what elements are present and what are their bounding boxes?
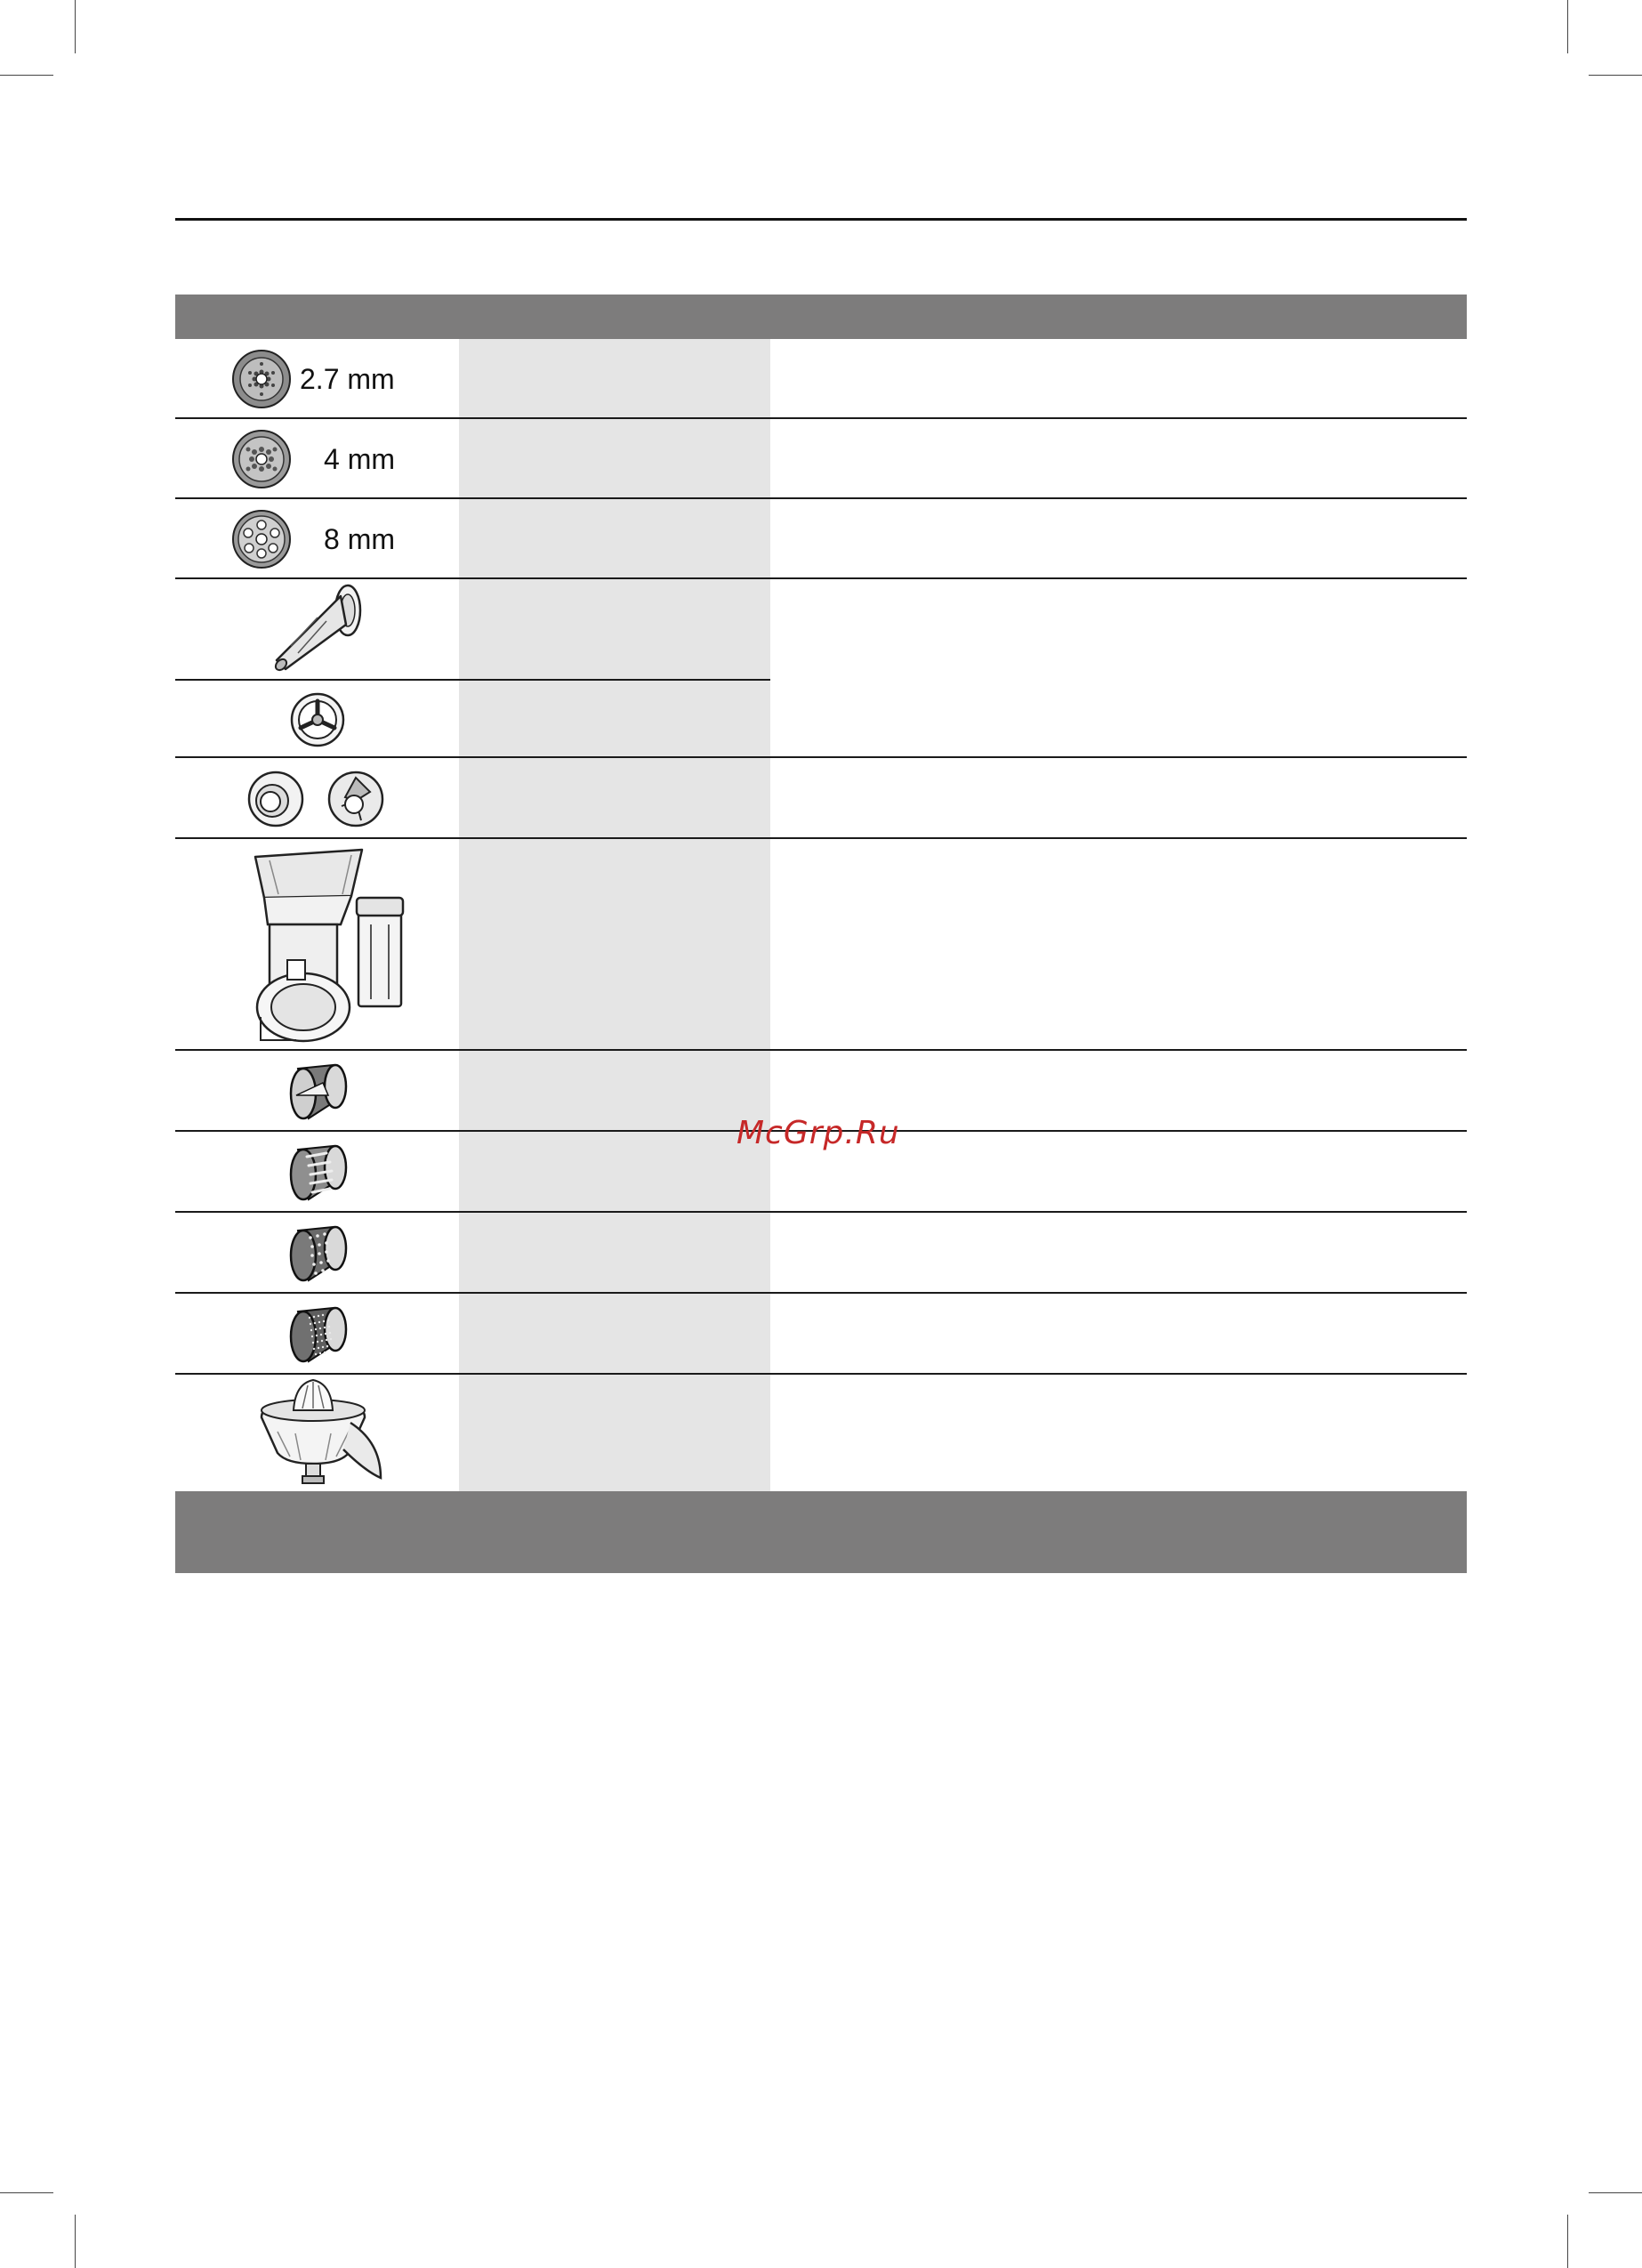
accessories-table <box>175 295 1467 1573</box>
top-rule <box>175 218 1467 221</box>
table-row <box>175 1294 1467 1375</box>
mid-cell <box>459 758 770 839</box>
medium-disc-icon <box>230 428 293 490</box>
image-cell <box>175 499 459 579</box>
disc-size-label: 8 mm <box>324 523 395 555</box>
description-cell <box>770 1294 1467 1375</box>
fine-grating-drum-icon <box>282 1303 353 1367</box>
image-cell <box>175 1294 459 1375</box>
image-cell <box>175 758 459 839</box>
crop-mark <box>0 2192 53 2193</box>
watermark-text: McGrp.Ru <box>736 1115 900 1151</box>
crop-mark <box>1567 0 1568 53</box>
sausage-nozzle-icon <box>264 584 371 676</box>
spacer-ring-icon <box>288 690 347 749</box>
description-cell <box>770 839 1467 1051</box>
crop-mark <box>0 75 53 76</box>
description-cell <box>770 1213 1467 1294</box>
description-cell <box>770 758 1467 839</box>
description-cell <box>770 339 1467 419</box>
mid-cell <box>459 1213 770 1294</box>
mid-cell <box>459 1051 770 1132</box>
medium-grating-drum-icon <box>282 1222 353 1286</box>
mid-cell <box>459 1375 770 1491</box>
mid-cell <box>459 579 770 681</box>
image-cell <box>175 1051 459 1132</box>
image-cell <box>175 681 459 758</box>
image-cell <box>175 1132 459 1213</box>
mid-cell <box>459 419 770 499</box>
description-cell <box>770 579 1467 758</box>
table-row-group <box>175 579 1467 758</box>
citrus-press-icon <box>251 1378 384 1489</box>
image-cell <box>175 1375 459 1491</box>
slicing-drum-icon <box>282 1060 353 1124</box>
image-cell <box>175 339 459 419</box>
table-row <box>175 339 1467 419</box>
fine-disc-icon <box>230 348 293 410</box>
image-cell <box>175 839 459 1051</box>
mid-cell <box>459 1294 770 1375</box>
table-row <box>175 499 1467 579</box>
description-cell <box>770 1375 1467 1491</box>
mid-cell <box>459 339 770 419</box>
disc-size-label: 2.7 mm <box>300 363 395 395</box>
mid-cell <box>459 681 770 758</box>
disc-size-label: 4 mm <box>324 443 395 475</box>
crop-mark <box>75 0 76 53</box>
description-cell <box>770 419 1467 499</box>
mid-cell <box>459 499 770 579</box>
image-cell <box>175 419 459 499</box>
table-footer-bar <box>175 1491 1467 1573</box>
row-group-left <box>175 579 770 758</box>
table-row <box>175 1213 1467 1294</box>
description-cell <box>770 499 1467 579</box>
biscuit-attachment-icon <box>242 765 393 833</box>
image-cell <box>175 1213 459 1294</box>
table-header-bar <box>175 295 1467 339</box>
table-row <box>175 839 1467 1051</box>
grater-housing-icon <box>229 843 406 1047</box>
crop-mark <box>1567 2215 1568 2268</box>
coarse-disc-icon <box>230 508 293 570</box>
crop-mark <box>1589 75 1642 76</box>
table-row <box>175 579 770 681</box>
table-row <box>175 1375 1467 1491</box>
coarse-grating-drum-icon <box>282 1141 353 1205</box>
table-row <box>175 419 1467 499</box>
crop-mark <box>75 2215 76 2268</box>
table-row <box>175 681 770 758</box>
mid-cell <box>459 839 770 1051</box>
table-row <box>175 758 1467 839</box>
crop-mark <box>1589 2192 1642 2193</box>
image-cell <box>175 579 459 681</box>
mid-cell <box>459 1132 770 1213</box>
